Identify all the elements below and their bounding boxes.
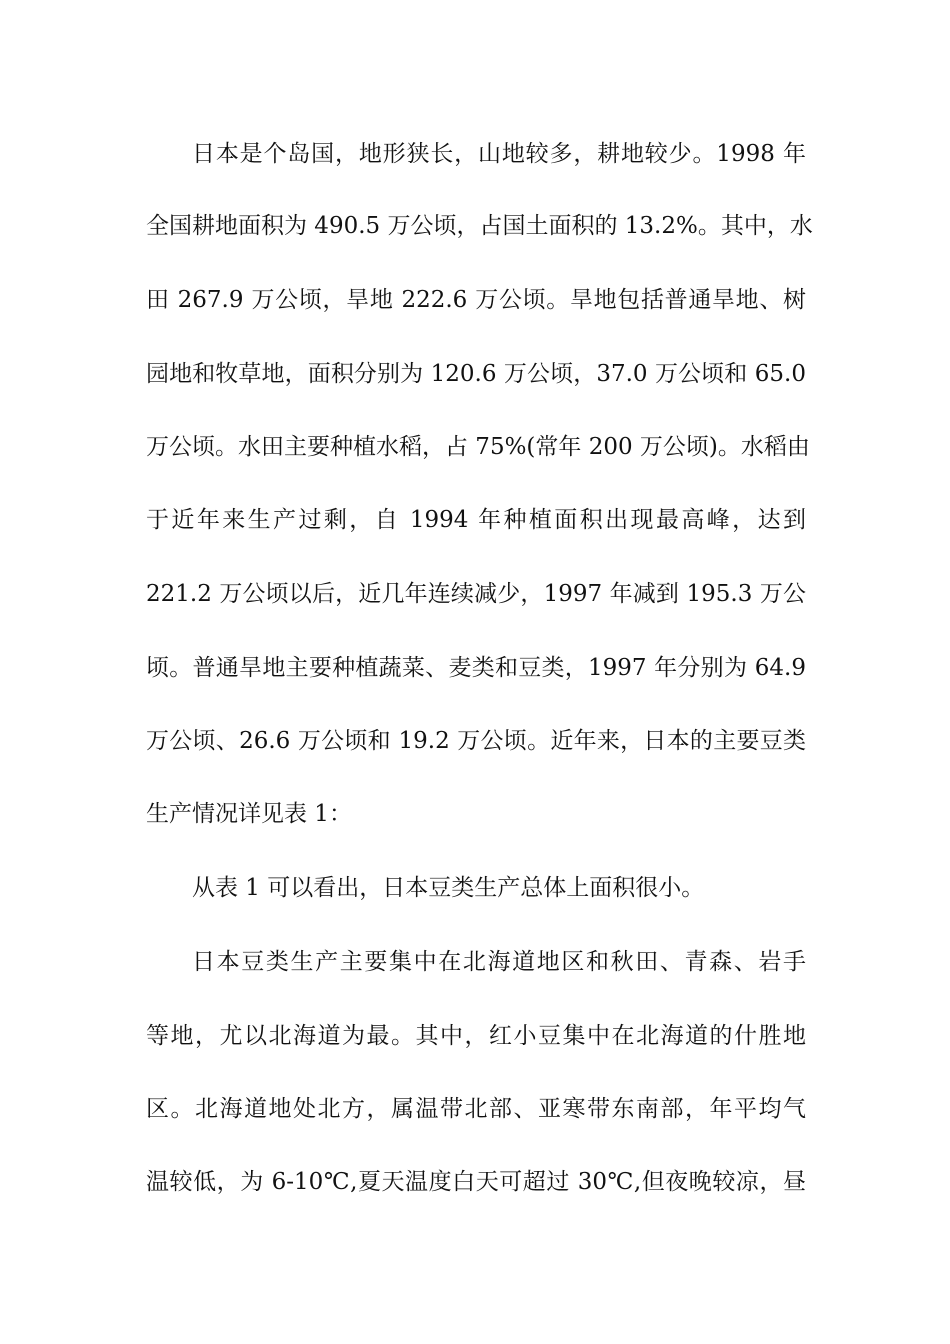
paragraph-3-line-1: 日本豆类生产主要集中在北海道地区和秋田、青森、岩手 — [192, 949, 806, 975]
paragraph-3-line-3: 区。北海道地处北方，属温带北部、亚寒带东南部，年平均气 — [146, 1096, 806, 1122]
paragraph-1-line-10: 生产情况详见表 1： — [146, 801, 352, 827]
paragraph-1-line-5: 万公顷。水田主要种植水稻，占 75%(常年 200 万公顷)。水稻由 — [146, 434, 810, 460]
paragraph-3-line-2: 等地，尤以北海道为最。其中，红小豆集中在北海道的什胜地 — [146, 1023, 806, 1049]
paragraph-1-line-1: 日本是个岛国，地形狭长，山地较多，耕地较少。1998 年 — [192, 141, 806, 167]
paragraph-1-line-8: 顷。普通旱地主要种植蔬菜、麦类和豆类，1997 年分别为 64.9 — [146, 655, 806, 681]
paragraph-3-line-4: 温较低，为 6-10℃,夏天温度白天可超过 30℃,但夜晚较凉，昼 — [146, 1169, 806, 1195]
paragraph-1-line-6: 于近年来生产过剩，自 1994 年种植面积出现最高峰，达到 — [146, 507, 806, 533]
paragraph-1-line-7: 221.2 万公顷以后，近几年连续减少，1997 年减到 195.3 万公 — [146, 581, 806, 607]
paragraph-1-line-2: 全国耕地面积为 490.5 万公顷，占国土面积的 13.2%。其中，水 — [146, 213, 813, 239]
paragraph-1-line-9: 万公顷、26.6 万公顷和 19.2 万公顷。近年来，日本的主要豆类 — [146, 728, 806, 754]
paragraph-1-line-3: 田 267.9 万公顷，旱地 222.6 万公顷。旱地包括普通旱地、树 — [146, 287, 806, 313]
paragraph-2-line-1: 从表 1 可以看出，日本豆类生产总体上面积很小。 — [192, 875, 705, 901]
paragraph-1-line-4: 园地和牧草地，面积分别为 120.6 万公顷，37.0 万公顷和 65.0 — [146, 361, 806, 387]
